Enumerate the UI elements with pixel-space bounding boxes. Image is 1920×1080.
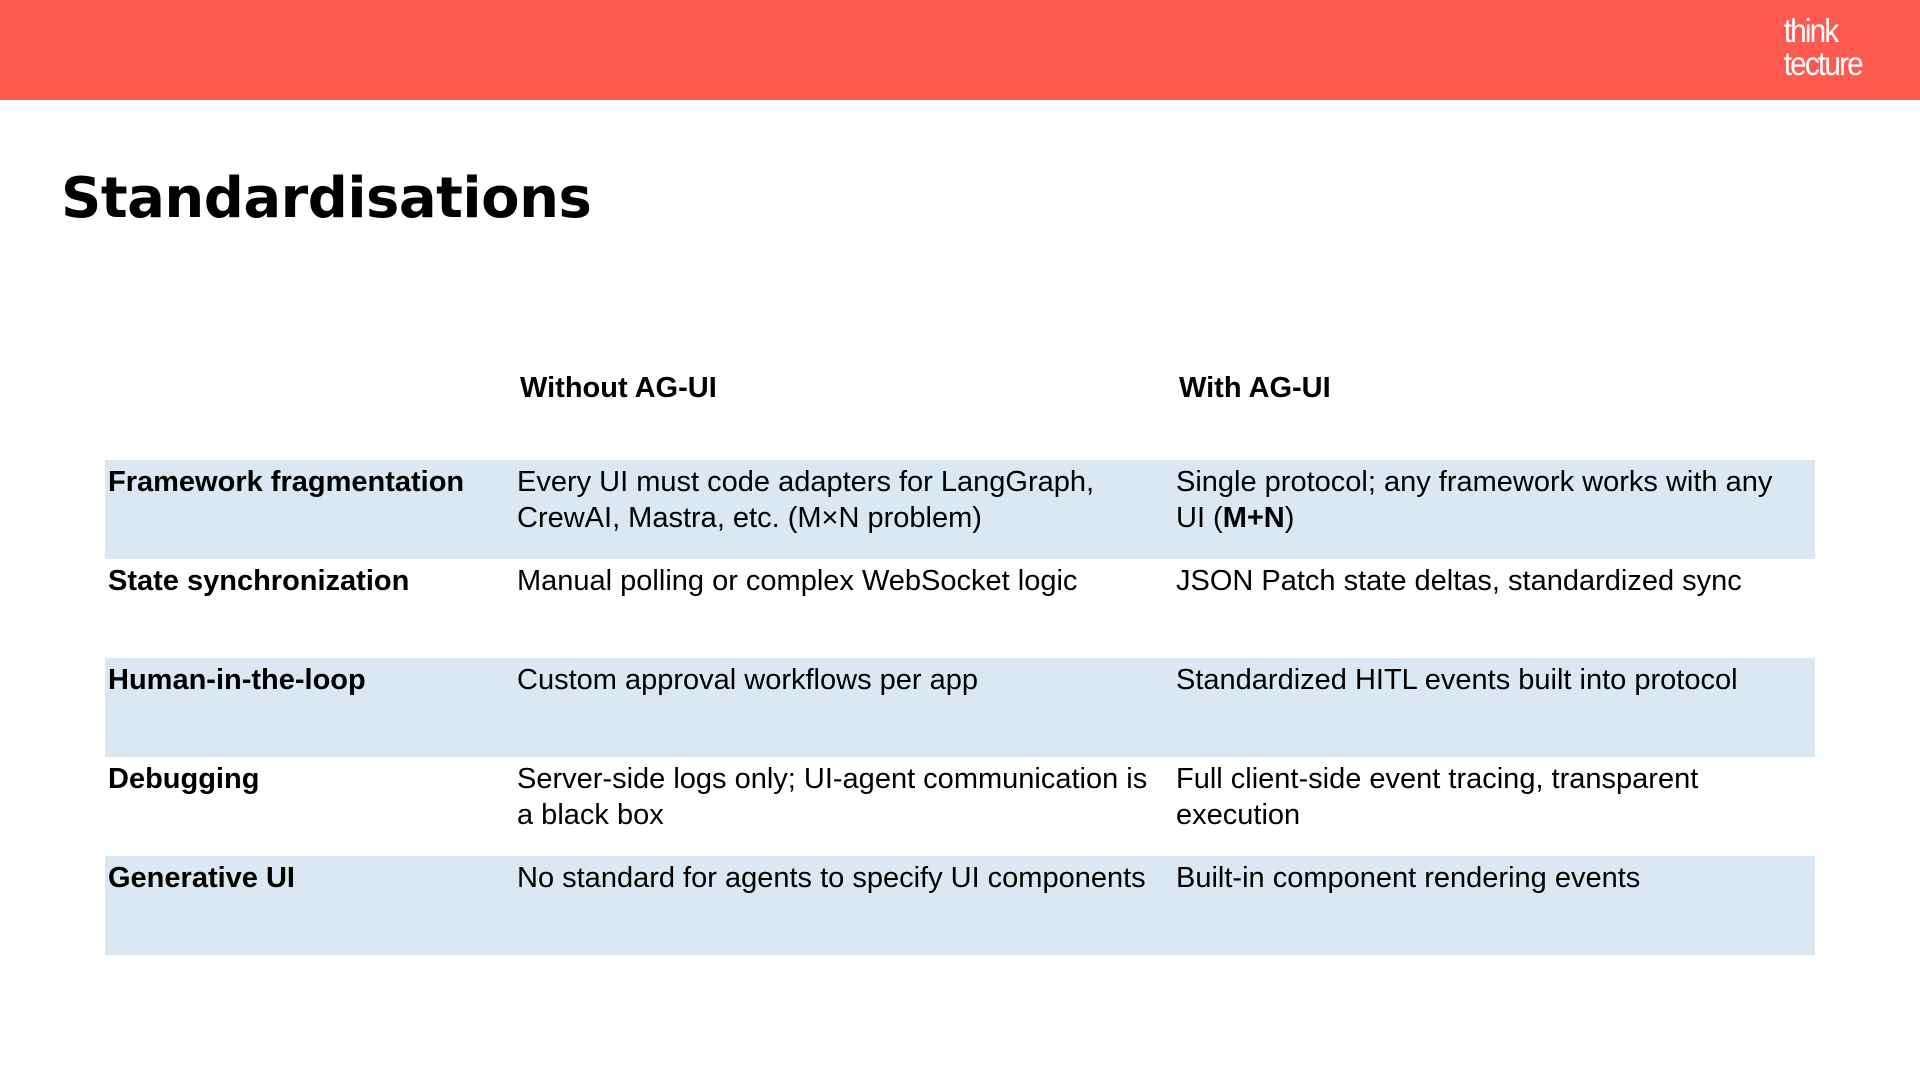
table-header-row bbox=[105, 360, 1815, 460]
without-cell: Manual polling or complex WebSocket logic bbox=[517, 565, 1078, 597]
page-title: Standardisations bbox=[61, 166, 592, 231]
table-row bbox=[105, 856, 1815, 955]
column-header-without: Without AG-UI bbox=[520, 372, 717, 404]
row-label: Human-in-the-loop bbox=[108, 664, 366, 696]
logo-line-2: tecture bbox=[1783, 45, 1862, 82]
without-cell: Server-side logs only; UI-agent communication is a black box bbox=[517, 763, 1148, 831]
comparison-table bbox=[105, 360, 1815, 955]
without-cell: Custom approval workflows per app bbox=[517, 664, 978, 696]
with-cell: JSON Patch state deltas, standardized sync bbox=[1176, 565, 1742, 597]
with-cell bbox=[1176, 464, 1806, 536]
with-cell-text-end: ) bbox=[1284, 502, 1295, 534]
with-cell: Full client-side event tracing, transparent execution bbox=[1176, 763, 1699, 831]
without-cell: Every UI must code adapters for LangGraph, CrewAI, Mastra, etc. (M×N problem) bbox=[517, 466, 1095, 534]
logo-line-1: think bbox=[1783, 12, 1838, 49]
row-label: Debugging bbox=[108, 763, 260, 795]
with-cell: Standardized HITL events built into protocol bbox=[1176, 664, 1738, 696]
with-cell-text: Single protocol; any framework works with any UI ( bbox=[1176, 466, 1773, 534]
row-label: Framework fragmentation bbox=[108, 466, 465, 498]
table-row bbox=[105, 460, 1815, 559]
table-row bbox=[105, 559, 1815, 658]
thinktecture-logo bbox=[1784, 14, 1862, 80]
table-row bbox=[105, 658, 1815, 757]
row-label: State synchronization bbox=[108, 565, 410, 597]
top-bar bbox=[0, 0, 1920, 100]
table-row bbox=[105, 757, 1815, 856]
with-cell-emphasis: M+N bbox=[1222, 502, 1285, 534]
with-cell: Built-in component rendering events bbox=[1176, 862, 1641, 894]
without-cell: No standard for agents to specify UI components bbox=[517, 862, 1146, 894]
column-header-with: With AG-UI bbox=[1179, 372, 1331, 404]
row-label: Generative UI bbox=[108, 862, 295, 894]
